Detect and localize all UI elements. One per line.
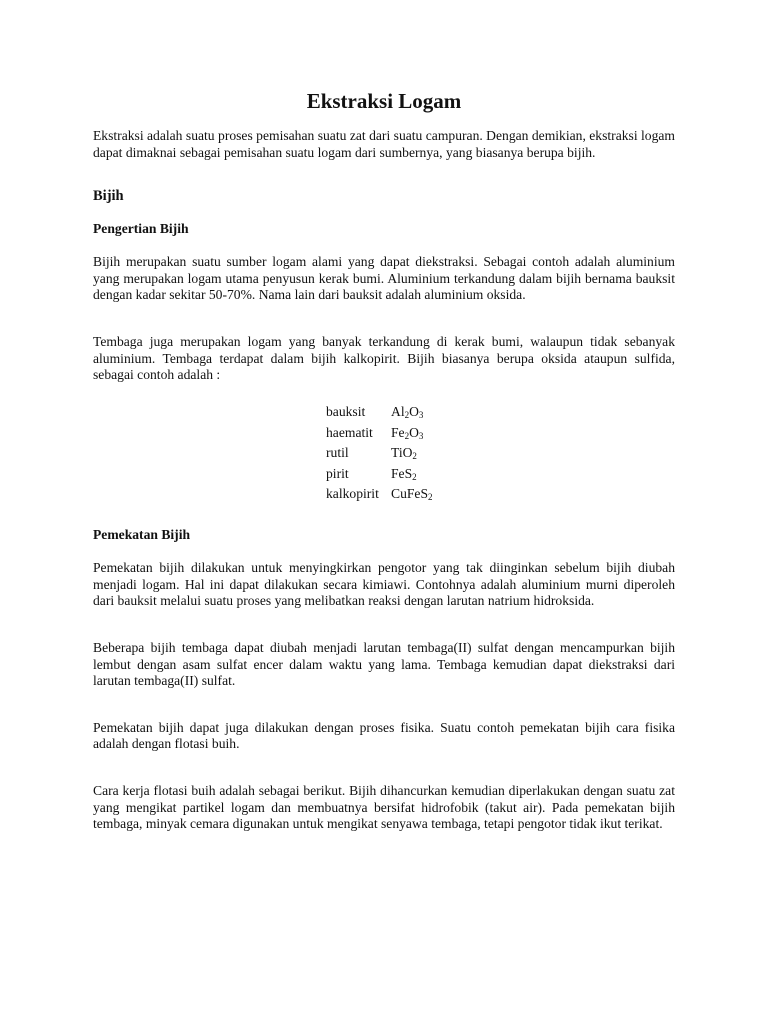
ore-formula: TiO$_2$ bbox=[391, 445, 417, 461]
section-heading-bijih: Bijih bbox=[93, 188, 124, 205]
pengertian-paragraph-2: Tembaga juga merupakan logam yang banyak terkandung di kerak bumi, walaupun tidak sebanyak aluminium. Tembaga terdapat dalam bijih kalkopirit. Bijih biasanya berupa oksida ataupun sulfida, sebagai contoh adalah : bbox=[93, 333, 675, 383]
ore-row bbox=[326, 484, 433, 505]
ore-row bbox=[326, 443, 433, 464]
ore-name: haematit bbox=[326, 424, 373, 440]
ore-formula: $Fe_2O_3$ bbox=[391, 424, 424, 441]
pemekatan-paragraph-4: Cara kerja flotasi buih adalah sebagai berikut. Bijih dihancurkan kemudian diperlakukan dengan suatu zat yang mengikat partikel logam dan membuatnya bersifat hidrofobik (takut air). Pada pemekatan bijih tembaga, minyak cemara digunakan untuk mengikat senyawa tembaga, tetapi pengotor tidak ikut terikat. bbox=[93, 783, 675, 832]
pemekatan-paragraph-2: Beberapa bijih tembaga dapat diubah menjadi larutan tembaga(II) sulfat dengan mencampurkan bijih lembut dengan asam sulfat encer dalam waktu yang lama. Tembaga kemudian dapat diekstraksi dari larutan tembaga(II) sulfat. bbox=[93, 640, 675, 689]
pemekatan-paragraph-1: Pemekatan bijih dilakukan untuk menyingkirkan pengotor yang tak diinginkan sebelum bijih diubah menjadi logam. Hal ini dapat dilakukan secara kimiawi. Contohnya adalah aluminium murni diperoleh dari bauksit melalui suatu proses yang melibatkan reaksi dengan larutan natrium hidroksida. bbox=[93, 560, 675, 609]
ore-row bbox=[326, 463, 433, 484]
intro-paragraph: Ekstraksi adalah suatu proses pemisahan suatu zat dari suatu campuran. Dengan demikian, ekstraksi logam dapat dimaknai sebagai pemisahan suatu logam dari sumbernya, yang biasanya berupa bijih. bbox=[93, 128, 675, 160]
ore-name: bauksit bbox=[326, 404, 366, 419]
subheading-pemekatan-bijih: Pemekatan Bijih bbox=[93, 527, 191, 543]
pengertian-paragraph-1: Bijih merupakan suatu sumber logam alami yang dapat diekstraksi. Sebagai contoh adalah aluminium yang merupakan logam utama penyusun kerak bumi. Aluminium terkandung dalam bijih bernama bauksit dengan kadar sekitar 50-70%. Nama lain dari bauksit adalah aluminium oksida. bbox=[93, 254, 675, 303]
ore-formula: FeS$_2$ bbox=[391, 465, 417, 482]
ore-formula: CuFeS$_2$ bbox=[391, 486, 433, 502]
page-title: Ekstraksi Logam bbox=[306, 89, 462, 113]
ore-row bbox=[326, 422, 433, 443]
pemekatan-paragraph-3: Pemekatan bijih dapat juga dilakukan dengan proses fisika. Suatu contoh pemekatan bijih cara fisika adalah dengan flotasi buih. bbox=[93, 719, 675, 752]
ore-formula: $Al_2O_3$ bbox=[391, 404, 424, 420]
ore-name: kalkopirit bbox=[326, 486, 379, 501]
ore-name: rutil bbox=[326, 445, 349, 460]
ore-name: pirit bbox=[326, 465, 349, 481]
ore-row bbox=[326, 402, 433, 423]
ore-table bbox=[326, 402, 433, 505]
subheading-pengertian-bijih: Pengertian Bijih bbox=[93, 221, 189, 237]
